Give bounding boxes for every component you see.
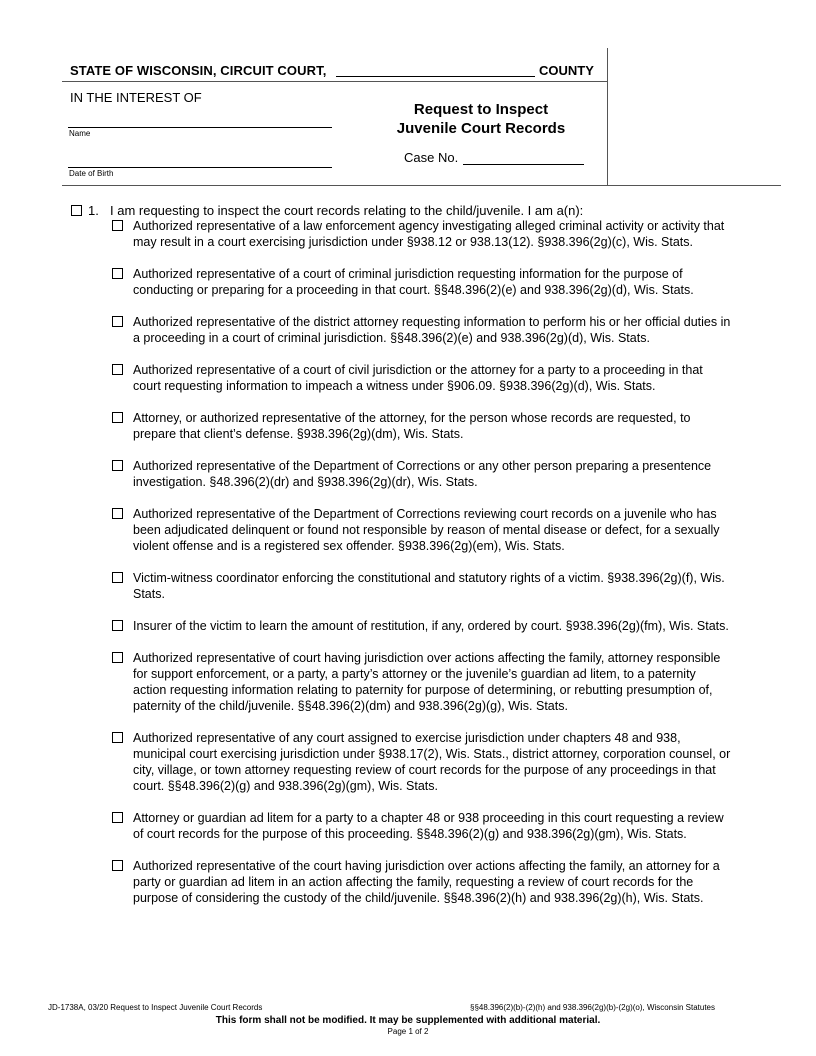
option-checkbox[interactable] <box>112 220 123 231</box>
option-checkbox[interactable] <box>112 316 123 327</box>
form-title-line2: Juvenile Court Records <box>396 120 566 137</box>
option-text: Authorized representative of the court having jurisdiction over actions affecting the family, an attorney for a party or guardian ad litem in an action affecting the family, requesting a review of court records for the purpose of considering the custody of the child/juvenile. §§48.396(2)(h) and 938.396(2g)(h), Wis. Stats. <box>133 859 720 905</box>
option-text: Authorized representative of the district attorney requesting information to perform his or her official duties in a proceeding in a court of criminal jurisdiction. §§48.396(2)(e) and 938.396(2g)(d), Wis. Stats. <box>133 315 731 345</box>
court-heading: STATE OF WISCONSIN, CIRCUIT COURT, <box>70 63 327 78</box>
option-checkbox[interactable] <box>112 812 123 823</box>
option-text: Authorized representative of a court of criminal jurisdiction requesting information for the purpose of conducting or preparing for a proceeding in that court. §§48.396(2)(e) and 938.396(2g)(d), Wis. Stats. <box>133 267 694 297</box>
option-text: Authorized representative of the Department of Corrections or any other person preparing a presentence investigation. §48.396(2)(dr) and §938.396(2g)(dr), Wis. Stats. <box>133 459 712 489</box>
option-checkbox[interactable] <box>112 364 123 375</box>
option-checkbox[interactable] <box>112 860 123 871</box>
interest-of-label: IN THE INTEREST OF <box>70 90 202 105</box>
case-no-field[interactable] <box>463 164 584 165</box>
form-title-line1: Request to Inspect <box>413 101 549 118</box>
header-rule-bottom <box>62 185 781 186</box>
option-checkbox[interactable] <box>112 460 123 471</box>
footer-form-id: JD-1738A, 03/20 Request to Inspect Juvenile Court Records <box>48 1003 263 1012</box>
footer-page-number: Page 1 of 2 <box>387 1027 429 1036</box>
option-text: Attorney, or authorized representative of the attorney, for the person whose records are requested, to prepare that client’s defense. §938.396(2g)(dm), Wis. Stats. <box>133 411 691 441</box>
option-checkbox[interactable] <box>112 652 123 663</box>
name-field[interactable] <box>68 127 332 128</box>
case-no-label: Case No. <box>404 150 459 165</box>
county-label: COUNTY <box>539 63 594 78</box>
option-checkbox[interactable] <box>112 732 123 743</box>
footer-statutes: §§48.396(2)(b)-(2)(h) and 938.396(2g)(b)-(2g)(o), Wisconsin Statutes <box>470 1003 715 1012</box>
name-label: Name <box>69 129 91 138</box>
option-text: Authorized representative of court having jurisdiction over actions affecting the family, attorney responsible for support enforcement, or a party, a party’s attorney or the juvenile’s guardian ad litem, to a paternity action requesting information relating to paternity for purpose of determining, or rebutting presumption of, paternity of the child/juvenile. §§48.396(2)(dm) and 938.396(2g)(g), Wis. Stats. <box>133 651 721 713</box>
option-text: Authorized representative of a court of civil jurisdiction or the attorney for a party to a proceeding in that court requesting information to impeach a witness under §906.09. §938.396(2g)(d), Wis. Stats. <box>133 363 703 393</box>
option-text: Victim-witness coordinator enforcing the constitutional and statutory rights of a victim. §938.396(2g)(f), Wis. Stats. <box>133 571 725 601</box>
dob-label: Date of Birth <box>69 169 114 178</box>
option-checkbox[interactable] <box>112 508 123 519</box>
option-checkbox[interactable] <box>112 268 123 279</box>
option-text: Authorized representative of the Department of Corrections reviewing court records on a juvenile who has been adjudicated delinquent or found not responsible by reason of mental disease or defect, for a sexually violent offense and is a registered sex offender. §938.396(2g)(em), Wis. Stats. <box>133 507 720 553</box>
option-checkbox[interactable] <box>112 572 123 583</box>
option-checkbox[interactable] <box>112 412 123 423</box>
option-text: Authorized representative of a law enforcement agency investigating alleged criminal activity or activity that may result in a court exercising jurisdiction under §938.12 or 938.13(12). §938.396(2g)(c), Wis. Stats. <box>133 219 725 249</box>
header-rule-top <box>62 81 608 82</box>
option-text: Attorney or guardian ad litem for a party to a chapter 48 or 938 proceeding in this court requesting a review of court records for the purpose of this proceeding. §§48.396(2)(g) and 938.396(2g)(gm), Wis. Stats. <box>133 811 724 841</box>
option-checkbox[interactable] <box>112 620 123 631</box>
option-text: Authorized representative of any court assigned to exercise jurisdiction under chapters 48 and 938, municipal court exercising jurisdiction under §938.17(2), Wis. Stats., district attorney, corporation counsel, or city, village, or town attorney requesting review of court records for the purpose of any proceedings in that court. §§48.396(2)(g) and 938.396(2g)(gm), Wis. Stats. <box>133 731 731 793</box>
dob-field[interactable] <box>68 167 332 168</box>
footer-notice: This form shall not be modified. It may be supplemented with additional material. <box>215 1015 601 1026</box>
option-text: Insurer of the victim to learn the amount of restitution, if any, ordered by court. §938.396(2g)(fm), Wis. Stats. <box>133 619 729 633</box>
county-field[interactable] <box>336 76 535 77</box>
item1-intro: I am requesting to inspect the court records relating to the child/juvenile. I am a(n): <box>110 203 584 218</box>
item1-number: 1. <box>88 203 99 218</box>
header-vertical-rule <box>607 48 608 185</box>
item1-checkbox[interactable] <box>71 205 82 216</box>
